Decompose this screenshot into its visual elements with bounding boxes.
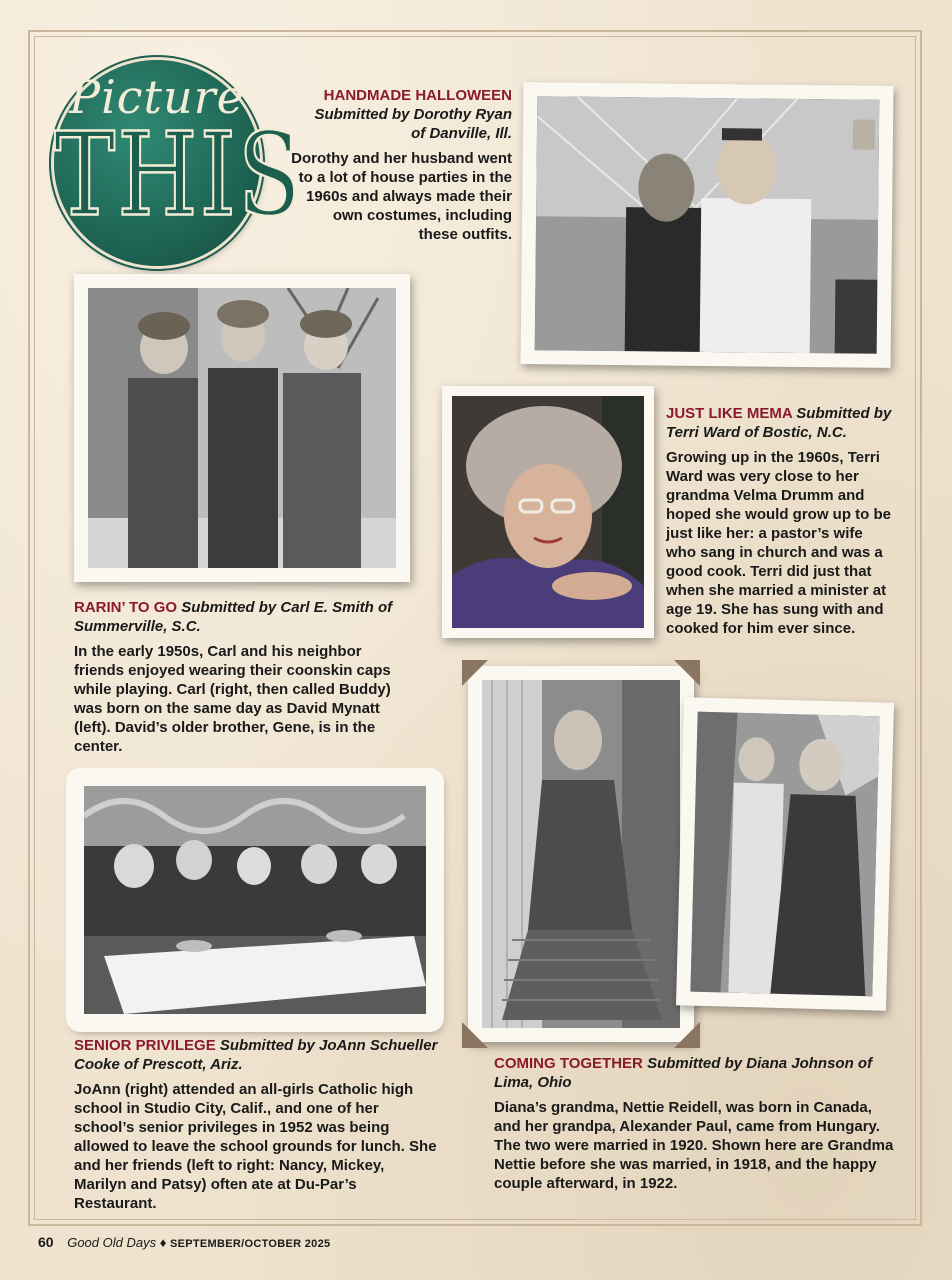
- story-halloween: [290, 86, 512, 244]
- story-byline: Submitted by Carl E. Smith of Summerville, S.C.: [74, 599, 393, 635]
- page-number: 60: [38, 1234, 54, 1250]
- rarin-photo-image: [88, 288, 396, 568]
- story-senior-privilege: [74, 1036, 440, 1213]
- story-just-like-mema: [666, 404, 892, 638]
- story-heading: HANDMADE HALLOWEEN: [323, 87, 512, 104]
- story-body: Growing up in the 1960s, Terri Ward was very close to her grandma Velma Drumm and hoped she would grow up to be just like her: a pastor’s wife who sang in church and was a good cook. Terri did just that when she married a minister at age 19. She has sung with and cooked for him ever since.: [666, 449, 891, 637]
- couple-photo-image: [690, 712, 879, 997]
- logo-big-text: THIS: [54, 108, 303, 242]
- halloween-photo-image: [535, 96, 880, 354]
- photo-nettie-1918: [468, 666, 694, 1042]
- mema-photo-image: [452, 396, 644, 628]
- story-byline: Submitted by Terri Ward of Bostic, N.C.: [666, 405, 892, 441]
- magazine-name: Good Old Days: [67, 1235, 157, 1250]
- issue-date: SEPTEMBER/OCTOBER 2025: [169, 1238, 331, 1250]
- story-heading: JUST LIKE MEMA: [666, 405, 793, 422]
- story-heading: RARIN’ TO GO: [74, 599, 178, 616]
- story-coming-together: [494, 1054, 894, 1193]
- story-body: In the early 1950s, Carl and his neighbor friends enjoyed wearing their coonskin caps while playing. Carl (right, then called Buddy) was born on the same day as David Mynatt (left). David’s older brother, Gene, is in the center.: [74, 643, 391, 755]
- story-byline: Submitted by Dorothy Ryan: [314, 106, 512, 123]
- photo-senior-privilege: [70, 772, 440, 1028]
- photo-rarin-to-go: [74, 274, 410, 582]
- story-body: Diana’s grandma, Nettie Reidell, was born in Canada, and her grandpa, Alexander Paul, came from Hungary. The two were married in 1920. Shown here are Grandma Nettie before she was married, in 1918, and the happy couple afterward, in 1922.: [494, 1099, 894, 1192]
- photo-halloween: [521, 82, 894, 368]
- story-byline: Submitted by Diana Johnson of Lima, Ohio: [494, 1055, 873, 1091]
- story-byline: Submitted by JoAnn Schueller Cooke of Prescott, Ariz.: [74, 1037, 438, 1073]
- senior-photo-image: [84, 786, 426, 1014]
- picture-this-logo: [54, 60, 303, 266]
- footer-separator: ♦: [159, 1235, 167, 1250]
- story-byline: of Danville, Ill.: [411, 125, 512, 142]
- photo-just-like-mema: [442, 386, 654, 638]
- story-rarin-to-go: [74, 598, 404, 756]
- logo-script-text: Picture: [69, 70, 245, 124]
- page-footer: [38, 1234, 330, 1250]
- story-heading: COMING TOGETHER: [494, 1055, 643, 1072]
- story-body: JoAnn (right) attended an all-girls Catholic high school in Studio City, Calif., and one of her school’s senior privileges in 1952 was being allowed to leave the school grounds for lunch. She and her friends (left to right: Nancy, Mickey, Marilyn and Patsy) often ate at Du-Par’s Restaurant.: [74, 1081, 437, 1212]
- story-heading: SENIOR PRIVILEGE: [74, 1037, 216, 1054]
- nettie-photo-image: [482, 680, 680, 1028]
- story-body: Dorothy and her husband went to a lot of house parties in the 1960s and always made their own costumes, including these outfits.: [291, 150, 512, 243]
- photo-couple-1922: [676, 697, 894, 1010]
